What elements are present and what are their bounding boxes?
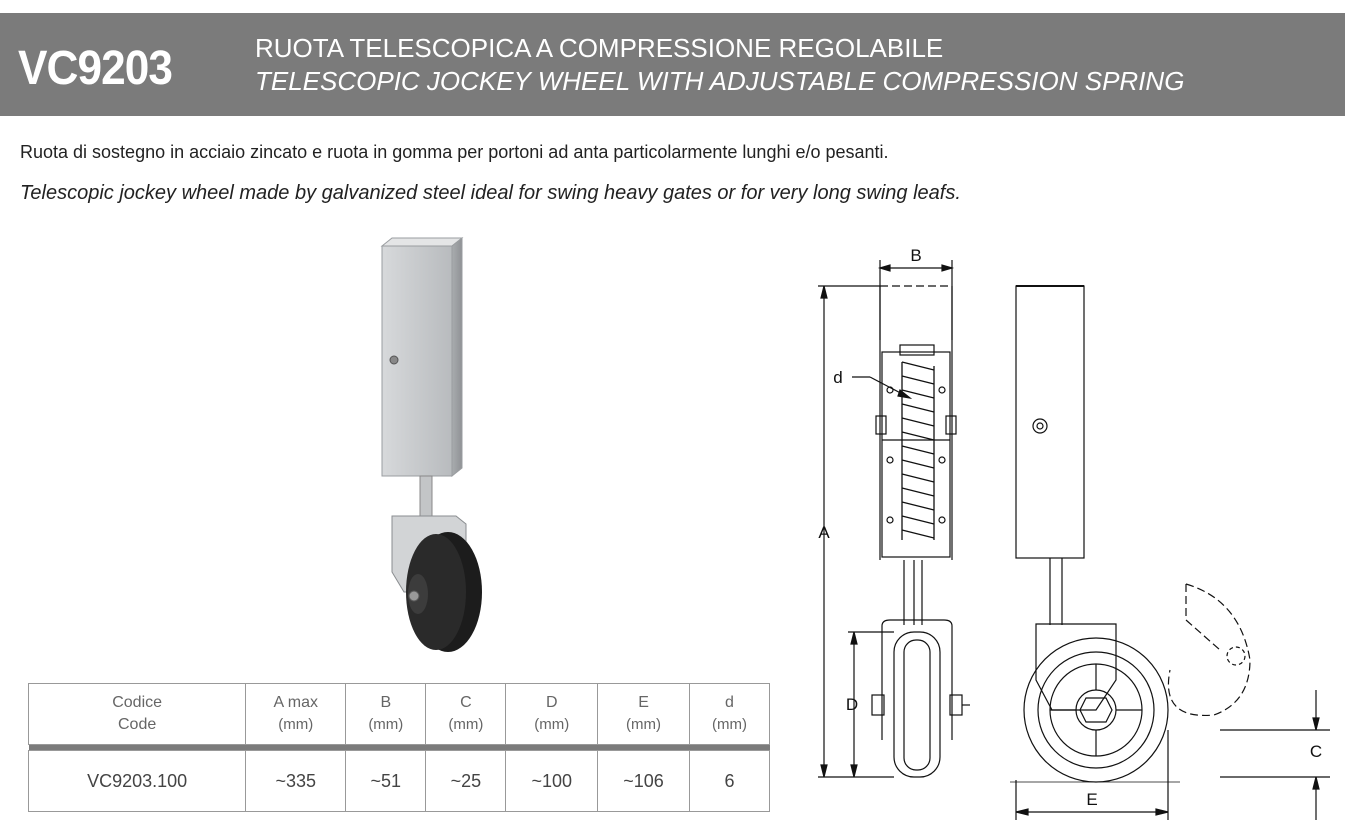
header-b: B (mm) xyxy=(346,684,426,745)
cell-d-lower: 6 xyxy=(689,751,769,812)
title-english: TELESCOPIC JOCKEY WHEEL WITH ADJUSTABLE COMPRESSION SPRING xyxy=(255,66,1185,96)
label-B: B xyxy=(910,246,922,265)
label-A: A xyxy=(818,523,830,542)
cell-e: ~106 xyxy=(598,751,690,812)
header-d-lower: d (mm) xyxy=(689,684,769,745)
cell-b: ~51 xyxy=(346,751,426,812)
label-C: C xyxy=(1309,742,1323,761)
cell-c: ~25 xyxy=(426,751,506,812)
table-row xyxy=(29,751,770,812)
header-e: E (mm) xyxy=(598,684,690,745)
header-a-max: A max (mm) xyxy=(246,684,346,745)
label-E: E xyxy=(1086,790,1098,809)
label-d: d xyxy=(833,368,843,387)
header-c: C (mm) xyxy=(426,684,506,745)
title-italian: RUOTA TELESCOPICA A COMPRESSIONE REGOLABILE xyxy=(255,33,944,63)
cell-code: VC9203.100 xyxy=(29,751,246,812)
product-photo xyxy=(370,232,500,657)
header-bar xyxy=(0,13,1345,116)
label-D: D xyxy=(845,695,859,714)
description-english: Telescopic jockey wheel made by galvanized steel ideal for swing heavy gates or for very long swing leafs. xyxy=(20,182,961,204)
cell-d-upper: ~100 xyxy=(506,751,598,812)
spec-table xyxy=(28,683,770,812)
technical-drawing xyxy=(800,240,1345,833)
table-header-row xyxy=(29,684,770,745)
description-italian: Ruota di sostegno in acciaio zincato e ruota in gomma per portoni ad anta particolarmente lunghi e/o pesanti. xyxy=(20,142,889,162)
header-code: Codice Code xyxy=(29,684,246,745)
header-d-upper: D (mm) xyxy=(506,684,598,745)
cell-a-max: ~335 xyxy=(246,751,346,812)
product-code: VC9203 xyxy=(18,42,173,95)
